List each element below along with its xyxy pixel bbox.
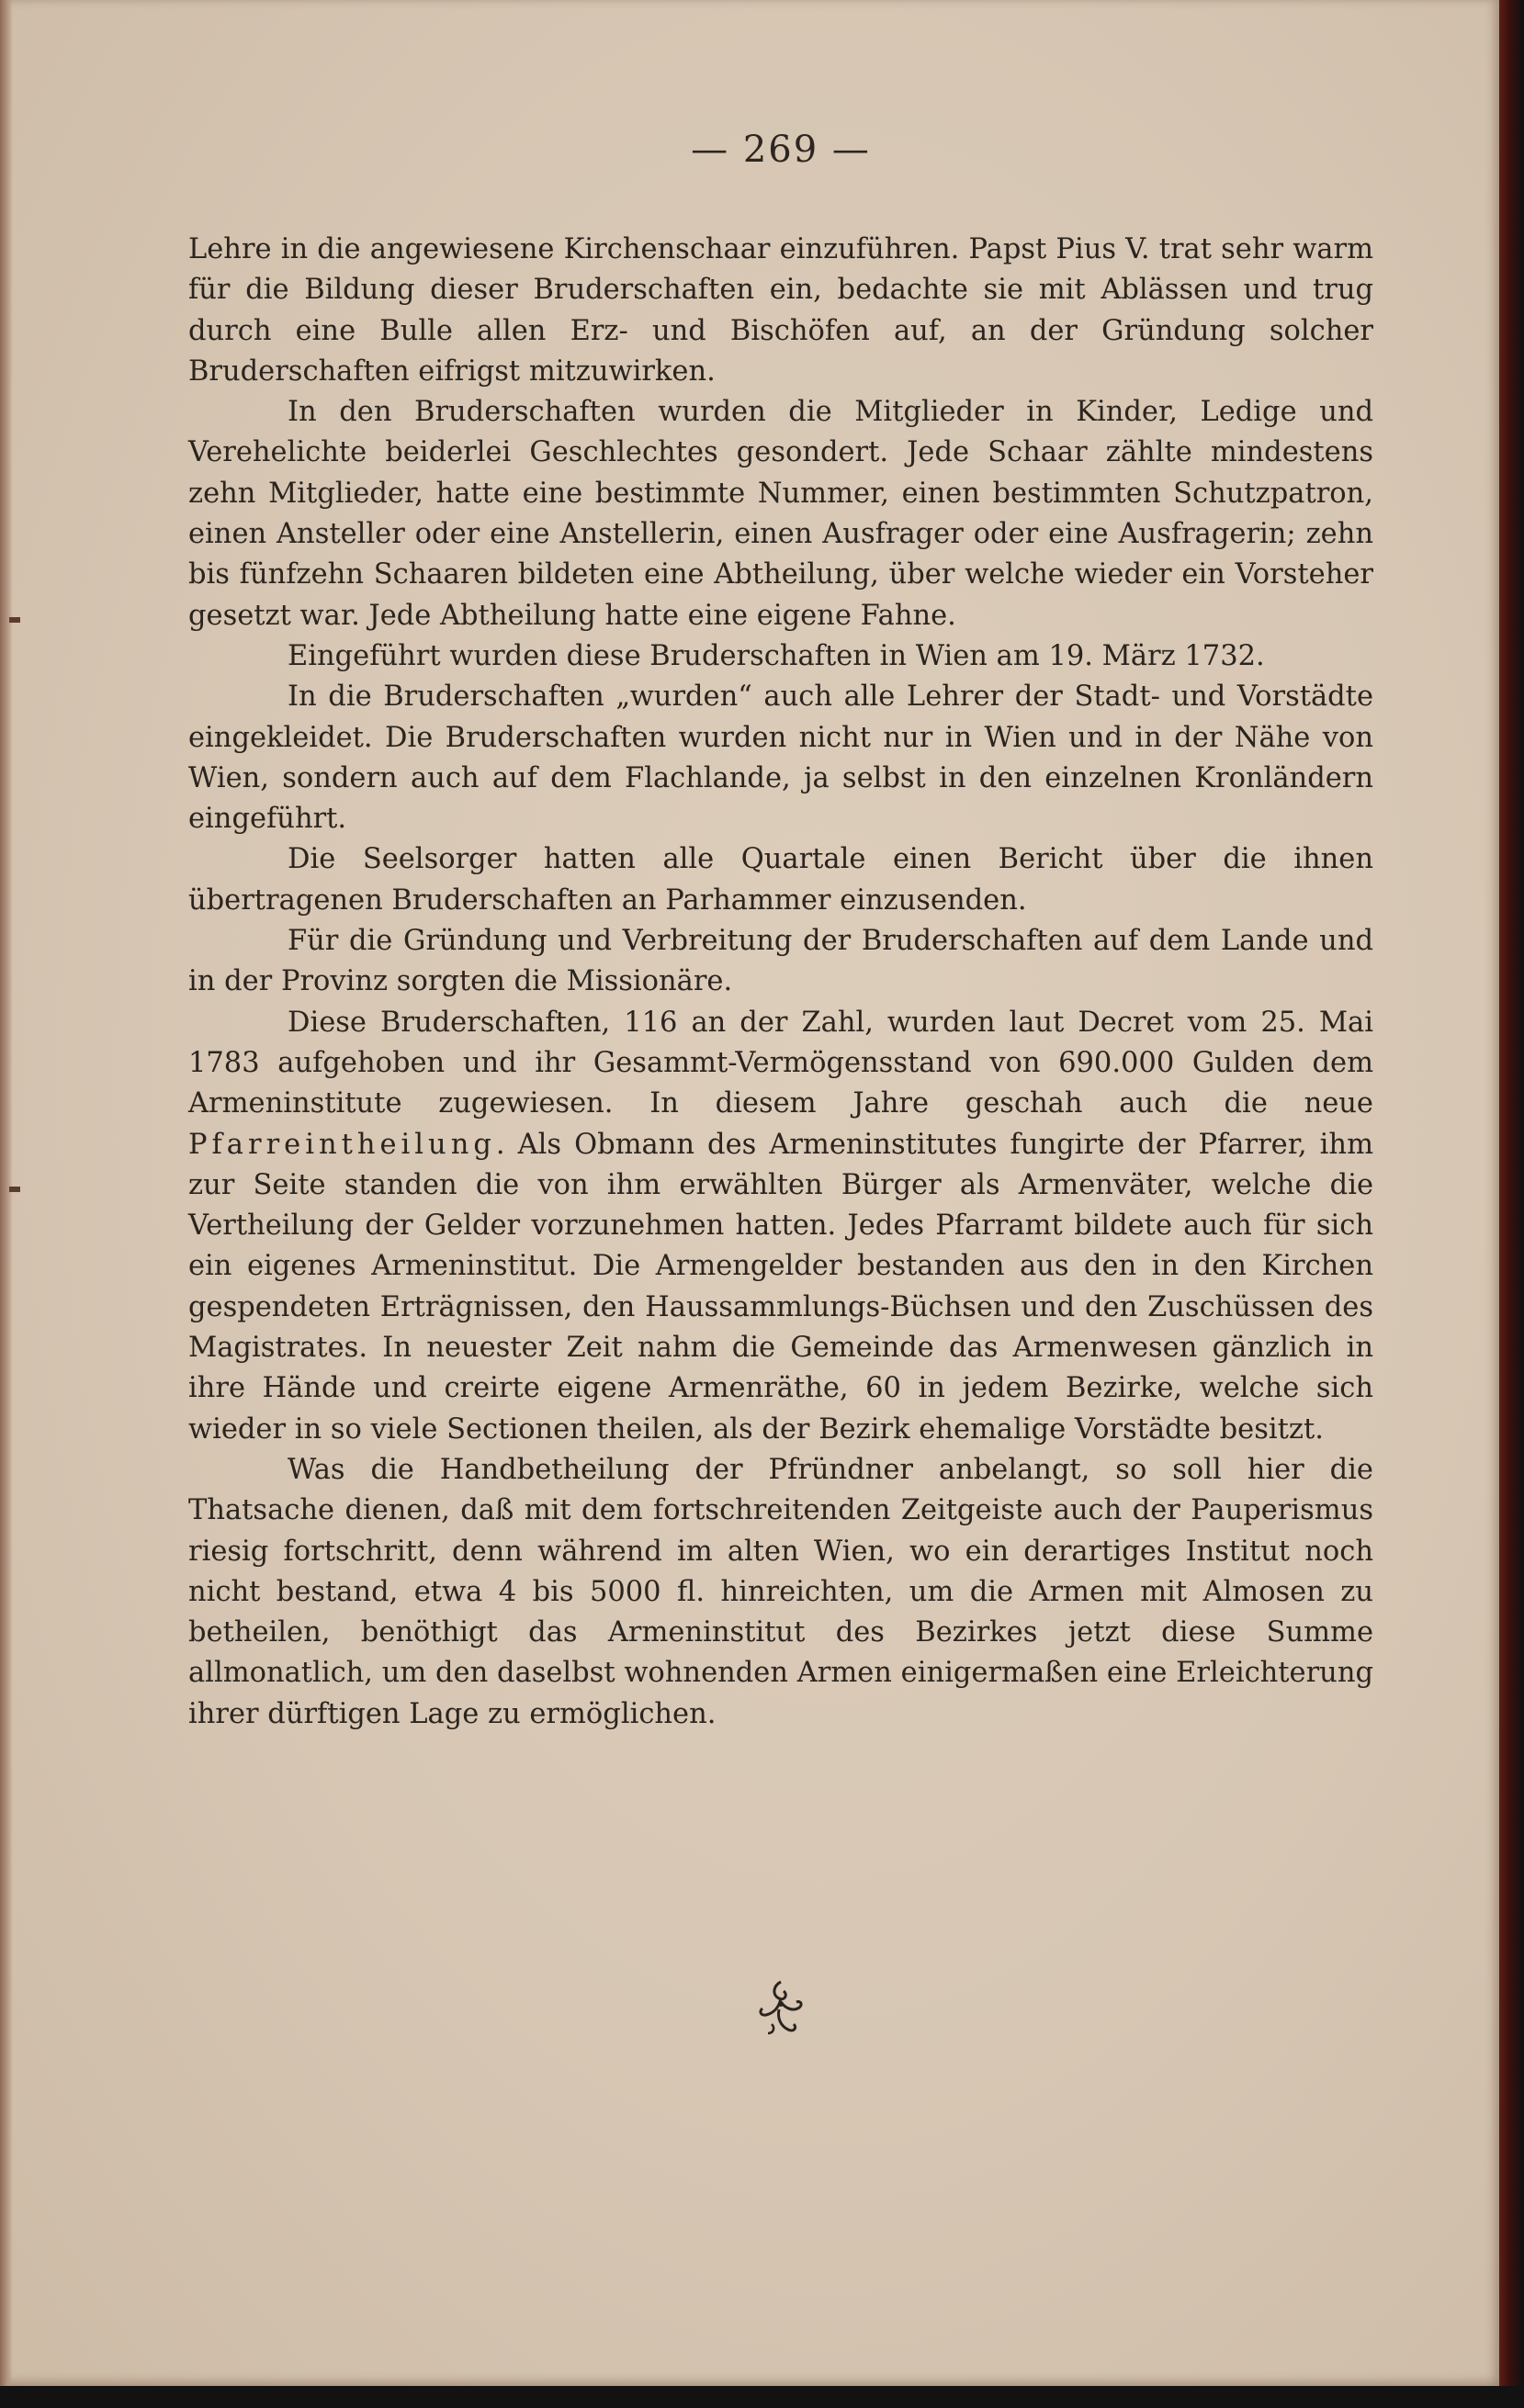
- edge-mark: [9, 1187, 20, 1192]
- paragraph: Die Seelsorger hatten alle Quartale einen Bericht über die ihnen übertragenen Bruderschaften an Parhammer einzusenden.: [188, 843, 1373, 917]
- paragraph-text: Diese Bruderschaften, 116 an der Zahl, wurden laut Decret vom 25. Mai 1783 aufgehoben und ihr Gesammt-Vermögensstand von 690.000 Gulden dem Armeninstitute zugewiesen. In diesem Jahre geschah auch die neue: [188, 1006, 1373, 1120]
- paragraph: Eingeführt wurden diese Bruderschaften in Wien am 19. März 1732.: [288, 639, 1265, 672]
- paragraph: Für die Gründung und Verbreitung der Bruderschaften auf dem Lande und in der Provinz sorgten die Missionäre.: [188, 925, 1373, 998]
- scan-border-bottom: [0, 2386, 1524, 2408]
- book-edge-right: [1499, 0, 1524, 2408]
- page-spine-shadow: [0, 0, 13, 2386]
- paragraph: In den Bruderschaften wurden die Mitglieder in Kinder, Ledige und Verehelichte beiderlei Geschlechtes gesondert. Jede Schaar zählte mindestens zehn Mitglieder, hatte eine bestimmte Nummer, einen bestimmten Schutzpatron, einen Ansteller oder eine Anstellerin, einen Ausfrager oder eine Ausfragerin; zehn bis fünfzehn Schaaren bildeten eine Abtheilung, über welche wieder ein Vorsteher gesetzt war. Jede Abtheilung hatte eine eigene Fahne.: [188, 396, 1373, 632]
- paragraph: [188, 1003, 1373, 1450]
- paragraph: Lehre in die angewiesene Kirchenschaar einzuführen. Papst Pius V. trat sehr warm für die Bildung dieser Bruderschaften ein, bedachte sie mit Ablässen und trug durch eine Bulle allen Erz- und Bischöfen auf, an der Gründung solcher Bruderschaften eifrigst mitzuwirken.: [188, 233, 1373, 388]
- body-text: [188, 230, 1373, 1735]
- paragraph: In die Bruderschaften „wurden“ auch alle Lehrer der Stadt- und Vorstädte eingekleidet. Die Bruderschaften wurden nicht nur in Wien und in der Nähe von Wien, sondern auch auf dem Flachlande, ja selbst in den einzelnen Kronländern eingeführt.: [188, 681, 1373, 836]
- paragraph: Was die Handbetheilung der Pfründner anbelangt, so soll hier die Thatsache dienen, daß mit dem fortschreitenden Zeitgeiste auch der Pauperismus riesig fortschritt, denn während im alten Wien, wo ein derartiges Institut noch nicht bestand, etwa 4 bis 5000 fl. hinreichten, um die Armen mit Almosen zu betheilen, benöthigt das Armeninstitut des Bezirkes jetzt diese Summe allmonatlich, um den daselbst wohnenden Armen einigermaßen eine Erleichterung ihrer dürftigen Lage zu ermöglichen.: [188, 1453, 1373, 1730]
- edge-mark: [9, 617, 20, 623]
- page-number: — 269 —: [691, 129, 871, 171]
- paragraph-text: . Als Obmann des Armeninstitutes fungirte der Pfarrer, ihm zur Seite standen die von ihm erwählten Bürger als Armenväter, welche die Vertheilung der Gelder vorzunehmen hatten. Jedes Pfarramt bildete auch für sich ein eigenes Armeninstitut. Die Armengelder bestanden aus den in den Kirchen gespendeten Erträgnissen, den Haussammlungs-Büchsen und den Zuschüssen des Magistrates. In neuester Zeit nahm die Gemeinde das Armenwesen gänzlich in ihre Hände und creirte eigene Armenräthe, 60 in jedem Bezirke, welche sich wieder in so viele Sectionen theilen, als der Bezirk ehemalige Vorstädte besitzt.: [188, 1128, 1373, 1446]
- floral-tailpiece-ornament-icon: [753, 1976, 808, 2041]
- spaced-emphasis: Pfarreintheilung: [188, 1128, 496, 1161]
